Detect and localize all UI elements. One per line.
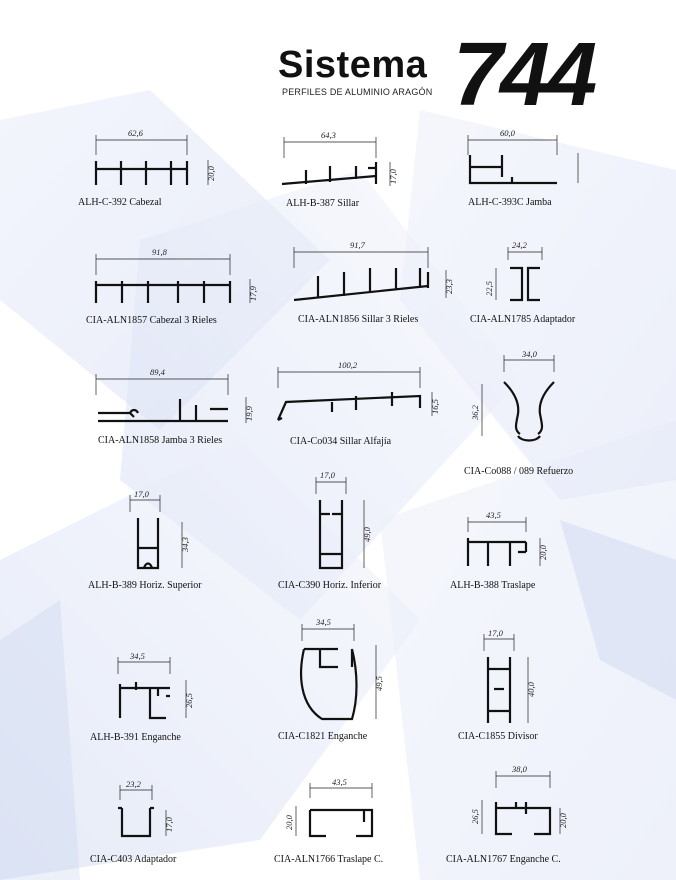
dim-width: 43,5 [486, 510, 501, 520]
dim-height: 34,3 [180, 537, 190, 552]
caption: CIA-Co088 / 089 Refuerzo [464, 466, 574, 477]
brand-header [278, 25, 638, 125]
dim-height: 20,0 [538, 545, 548, 560]
profile-cia-c1821 [278, 615, 438, 750]
caption: ALH-B-391 Enganche [90, 732, 181, 743]
dim-height-2: 20,0 [558, 813, 568, 828]
caption: ALH-B-389 Horiz. Superior [88, 580, 202, 591]
caption: CIA-ALN1858 Jamba 3 Rieles [98, 435, 223, 446]
caption: CIA-Co034 Sillar Alfajía [290, 436, 392, 447]
profile-cia-aln1856 [288, 238, 458, 330]
dim-height: 26,5 [184, 693, 194, 708]
caption: CIA-ALN1766 Traslape C. [274, 854, 384, 865]
caption: CIA-C403 Adaptador [90, 854, 177, 865]
dim-width: 60,0 [500, 128, 515, 138]
profile-cia-co088 [466, 348, 616, 478]
profile-alh-b-391 [90, 650, 250, 750]
profile-cia-co034 [272, 358, 462, 450]
dim-width: 34,5 [316, 617, 331, 627]
caption: CIA-ALN1785 Adaptador [470, 314, 576, 325]
caption: ALH-C-393C Jamba [468, 197, 552, 208]
profile-cia-c390 [278, 468, 428, 598]
caption: CIA-C1821 Enganche [278, 731, 368, 742]
caption: CIA-ALN1857 Cabezal 3 Rieles [86, 315, 217, 326]
dim-width: 24,2 [512, 240, 527, 250]
dim-width: 64,3 [321, 130, 336, 140]
dim-width: 34,5 [130, 651, 145, 661]
profile-cia-c1855 [456, 627, 616, 752]
profile-cia-aln1767 [446, 762, 616, 873]
dim-height: 40,0 [526, 682, 536, 697]
dim-height: 16,5 [430, 399, 440, 414]
profile-cia-aln1857 [86, 245, 260, 335]
profile-alh-b-388 [450, 508, 620, 598]
dim-height: 17,0 [388, 169, 398, 184]
dim-width: 23,2 [126, 779, 141, 789]
profile-cia-aln1785 [470, 238, 620, 330]
dim-width: 38,0 [512, 764, 527, 774]
dim-height: 20,0 [284, 815, 294, 830]
dim-width: 17,0 [320, 470, 335, 480]
caption: ALH-C-392 Cabezal [78, 197, 162, 208]
caption: CIA-C390 Horiz. Inferior [278, 580, 382, 591]
profile-alh-b-389 [90, 488, 240, 598]
dim-height: 17,0 [164, 817, 174, 832]
profile-cia-aln1858 [90, 365, 260, 455]
dim-width: 17,0 [488, 628, 503, 638]
dim-height: 17,9 [248, 286, 258, 301]
dim-width: 43,5 [332, 777, 347, 787]
profile-alh-c-393c [462, 125, 612, 215]
dim-height: 23,3 [444, 279, 454, 294]
dim-width: 17,0 [134, 489, 149, 499]
dim-width: 34,0 [522, 349, 537, 359]
dim-height: 19,9 [244, 406, 254, 421]
profile-cia-aln1766 [276, 776, 436, 873]
dim-height: 26,5 [470, 809, 480, 824]
brand-number: 744 [453, 25, 595, 125]
dim-width: 91,8 [152, 247, 167, 257]
caption: CIA-ALN1767 Enganche C. [446, 854, 561, 865]
dim-height: 49,0 [362, 527, 372, 542]
profile-cia-c403 [90, 778, 240, 873]
dim-width: 100,2 [338, 360, 358, 370]
dim-height: 22,5 [484, 281, 494, 296]
caption: ALH-B-388 Traslape [450, 580, 536, 591]
brand-name: Sistema [278, 44, 428, 86]
profile-alh-b-387 [278, 128, 428, 218]
caption: ALH-B-387 Sillar [286, 198, 360, 209]
caption: CIA-C1855 Divisor [458, 731, 538, 742]
dim-width: 89,4 [150, 367, 165, 377]
profile-alh-c-392 [78, 125, 240, 215]
dim-height: 49,5 [374, 676, 384, 691]
dim-width: 62,6 [128, 128, 143, 138]
dim-height: 20,0 [206, 166, 216, 181]
brand-subtitle: PERFILES DE ALUMINIO ARAGÓN [282, 87, 433, 97]
dim-height: 36,2 [470, 405, 480, 420]
dim-width: 91,7 [350, 240, 365, 250]
caption: CIA-ALN1856 Sillar 3 Rieles [298, 314, 419, 325]
